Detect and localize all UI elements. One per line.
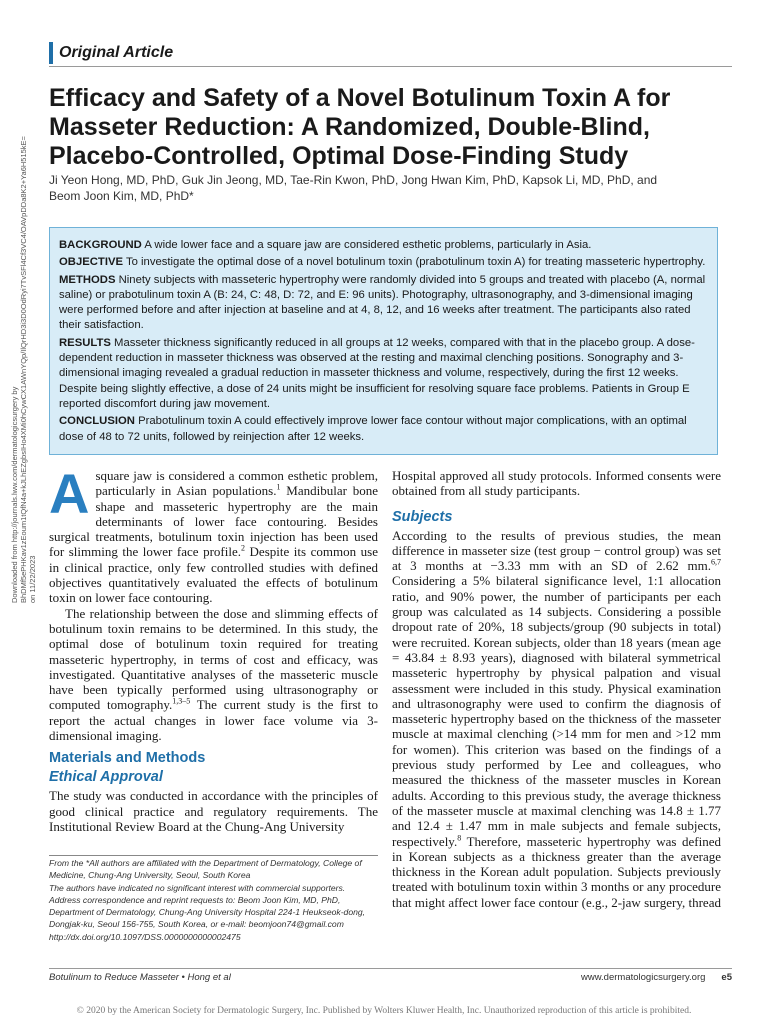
intro-text-1a: square jaw is considered a common esthetic problem, particularly in Asian populations. <box>95 468 378 499</box>
footnote-conflict: The authors have indicated no significant interest with commercial supporters. <box>49 882 346 893</box>
header-divider <box>49 66 732 67</box>
heading-materials-methods: Materials and Methods <box>49 750 206 767</box>
footer-right <box>581 972 732 983</box>
footnote-doi-link[interactable]: http://dx.doi.org/10.1097/DSS.0000000000002475 <box>49 931 241 942</box>
citation-ref: 1 <box>276 482 281 492</box>
heading-subjects: Subjects <box>392 508 453 525</box>
abstract-box <box>49 227 718 455</box>
abstract-methods-text: Ninety subjects with masseteric hypertrophy were randomly divided into 5 groups and treated with placebo (A, normal saline) or prabotulinum toxin A (B: 24, C: 48, D: 72, and E: 96 units). Photography, ultrasonography, and 3-dimensional imaging were performed before and after injection at baseline and at 4, 8, 12, and 16 weeks after treatment. The participants also rated their satisfaction. <box>59 273 706 332</box>
citation-ref: 1,3–5 <box>172 697 191 707</box>
author-list <box>49 172 739 204</box>
ethics-paragraph-continued: Hospital approved all study protocols. Informed consents were obtained from all study participants. <box>392 468 721 499</box>
abstract-conclusion <box>59 414 708 445</box>
subjects-paragraph <box>392 528 721 910</box>
running-footer: Botulinum to Reduce Masseter • Hong et al <box>49 972 231 983</box>
footnotes <box>49 858 378 945</box>
abstract-results-head: RESULTS <box>59 336 111 349</box>
intro-paragraph-1 <box>49 462 378 606</box>
body-column-left <box>49 462 378 834</box>
abstract-background-text: A wide lower face and a square jaw are considered esthetic problems, particularly in Asia. <box>144 239 592 251</box>
abstract-conclusion-text: Prabotulinum toxin A could effectively improve lower face contour without major complications, with an optimal dose of 48 to 72 units, followed by reinjection after 12 weeks. <box>59 415 687 443</box>
citation-ref: 6,7 <box>711 557 721 567</box>
download-watermark: Downloaded from http://journals.lww.com/dermatologicsurgery by BhDMf5ePHKav1zEoum1tQfN4a+kJLhEZgbsIHo4XMi0hCywCX1AWnYQp/IlQrHD3i3D0OdRyi7TvSFl4Cf3VC4/OAVpDDa8K2+Ya6H515kE= on 11/22/2023 <box>10 136 37 603</box>
intro-text-1b: Mandibular bone shape and masseteric hypertrophy are the main determinants of lower face contouring. Besides surgical treatments, botulinum toxin injection has been used for slimming the lower face profile. <box>49 483 378 560</box>
citation-ref: 2 <box>241 544 245 554</box>
abstract-background-head: BACKGROUND <box>59 239 142 251</box>
footnote-divider <box>49 855 378 856</box>
intro-text-2a: The relationship between the dose and slimming effects of botulinum toxin remains to be determined. In this study, the optimal dose of botulinum toxin required for treating masseteric hypertrophy, in terms of cost and efficacy, was investigated. Quantitative analyses of the masseteric muscle have been typically performed using ultrasonography or computed tomography. <box>49 605 378 713</box>
citation-ref: 8 <box>457 833 462 843</box>
abstract-background <box>59 238 708 253</box>
journal-url-link[interactable]: www.dermatologicsurgery.org <box>580 972 706 983</box>
footnote-correspondence: Address correspondence and reprint requests to: Beom Joon Kim, MD, PhD, Department of Dermatology, Chung-Ang University Hospital 224-1 Heukseok-dong, Dongjak-ku, Seoul 156-755, South Korea, or e-mail: beomjoon74@gmail.com <box>49 895 366 929</box>
intro-text-2b: The current study is the first to report the actual changes in lower face volume via 3-dimensional imaging. <box>49 697 378 744</box>
author-list-line-2: Beom Joon Kim, MD, PhD* <box>49 189 194 203</box>
subjects-text-a: According to the results of previous studies, the mean difference in masseter size (test group − control group) was set at 3 months at −3.33 mm with an SD of 2.62 mm. <box>392 527 721 574</box>
section-label: Original Article <box>49 42 173 64</box>
author-list-line-1: Ji Yeon Hong, MD, PhD, Guk Jin Jeong, MD, Tae-Rin Kwon, PhD, Jong Hwan Kim, PhD, Kapsok Li, MD, PhD, and <box>49 173 658 187</box>
abstract-objective-head: OBJECTIVE <box>59 256 124 269</box>
intro-text-1c: Despite its common use in clinical practice, only few controlled studies with defined objectives quantitatively evaluated the effects of botulinum toxin on lower face contouring. <box>49 544 378 606</box>
heading-ethical-approval: Ethical Approval <box>49 769 163 786</box>
body-column-right <box>392 468 721 910</box>
footer-divider <box>49 968 732 969</box>
article-title: Efficacy and Safety of a Novel Botulinum Toxin A for Masseter Reduction: A Randomized, Double-Blind, Placebo-Controlled, Optimal Dose-Finding Study <box>49 84 671 170</box>
drop-cap: A <box>49 462 90 525</box>
abstract-methods <box>59 273 708 334</box>
abstract-results <box>59 336 708 412</box>
footnote-affiliation: From the *All authors are affiliated with the Department of Dermatology, College of Medicine, Chung-Ang University, Seoul, South Korea <box>49 858 362 880</box>
abstract-objective-text: To investigate the optimal dose of a novel botulinum toxin (prabotulinum toxin A) for treating masseteric hypertrophy. <box>125 256 706 269</box>
abstract-conclusion-head: CONCLUSION <box>59 415 135 428</box>
page-number: e5 <box>721 972 732 983</box>
subjects-text-c: Therefore, masseteric hypertrophy was defined in Korean subjects as a thickness greater than the average thickness in the Korean adult population. Subjects previously treated with botulinum toxin within 3 months or any procedure that might affect lower face contour (e.g., 2-jaw surgery, thread <box>392 833 721 910</box>
copyright-notice: © 2020 by the American Society for Dermatologic Surgery, Inc. Published by Wolters Kluwer Health, Inc. Unauthorized reproduction of this article is prohibited. <box>76 1006 692 1016</box>
ethics-paragraph: The study was conducted in accordance with the principles of good clinical practice and regulatory requirements. The Institutional Review Board at the Chung-Ang University <box>49 788 378 834</box>
intro-paragraph-2 <box>49 606 378 744</box>
abstract-results-text: Masseter thickness significantly reduced in all groups at 12 weeks, compared with that in the placebo group. A dose-dependent reduction in masseter thickness was observed at the resting and maximal clenching positions. Sonography and 3-dimensional imaging revealed a gradual reduction in masseter thickness and volume, respectively, during the first 12 weeks. Despite being slightly effective, a dose of 24 units might be insufficient for resolving square face problems. Patients in Group E reported discomfort during jaw movement. <box>59 336 695 410</box>
abstract-objective <box>59 255 708 270</box>
subjects-text-b: Considering a 5% bilateral significance level, 1:1 allocation ratio, and 90% power, the number of participants per each group was calculated as 14 subjects. Considering a possible dropout rate of 20%, 18 subjects/group (90 subjects in total) were recruited. Korean subjects, older than 18 years (mean age = 43.84 ± 8.93 years), diagnosed with bilateral symmetrical masseteric hypertrophy by physical palpation and visual assessment were included in this study. Physical examination and ultrasonography were used to confirm the diagnosis of masseteric hypertrophy based on the thickness of the masseter muscle at maximal clenching (>14 mm for men and >12 mm for women). This criterion was based on the findings of a previous study performed by Lee and colleagues, who measured the thickness of the masseter muscles in Korean adults. According to this previous study, the average thickness of the masseter muscle at maximal clenching was 14.8 ± 1.77 and 12.4 ± 1.47 mm in male subjects and female subjects, respectively. <box>392 573 721 849</box>
abstract-methods-head: METHODS <box>59 273 116 286</box>
